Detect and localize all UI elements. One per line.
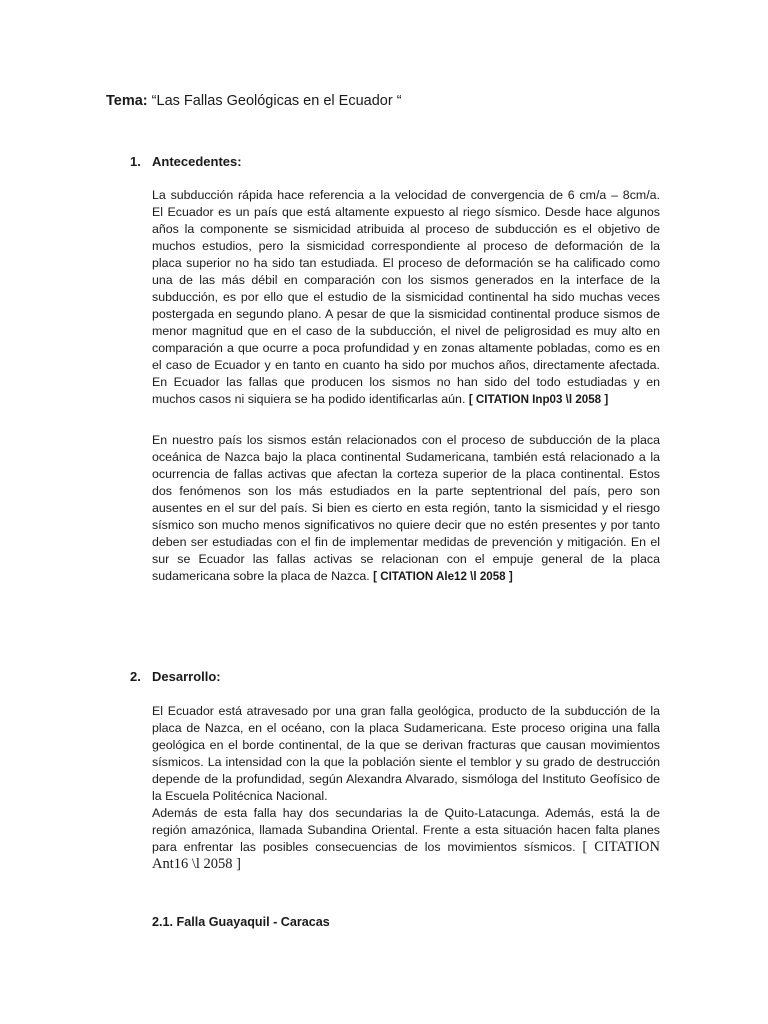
paragraph-desarrollo-1 xyxy=(152,703,660,805)
text-line: dos fenómenos son los más estudiados en la parte septentrional del país, pero son xyxy=(152,484,660,498)
citation-field: [ CITATION Ale12 \l 2058 ] xyxy=(373,570,513,583)
text-line: depende de la profundidad, según Alexandra Alvarado, sismóloga del Instituto Geofísico de xyxy=(152,772,660,786)
section-title: Desarrollo: xyxy=(152,669,221,684)
text-line: El Ecuador es un país que está altamente expuesto al riego sísmico. Desde hace algunos xyxy=(152,205,660,219)
line-text: sudamericana sobre la placa de Nazca. xyxy=(152,569,370,583)
section-number: 1. xyxy=(130,154,141,169)
text-line: Además de esta falla hay dos secundarias la de Quito-Latacunga. Además, está la de xyxy=(152,806,660,820)
text-line: una de las más débil en comparación con los sismos generados en la interface de la xyxy=(152,273,660,287)
topic-title: “Las Fallas Geológicas en el Ecuador “ xyxy=(151,93,402,109)
text-line: oceánica de Nazca bajo la placa continental Sudamericana, también está relacionado a la xyxy=(152,450,660,464)
text-line: deben ser estudiadas con el fin de implementar medidas de prevención y mitigación. En el xyxy=(152,535,660,549)
paragraph-antecedentes-1 xyxy=(152,187,660,408)
topic-label: Tema: xyxy=(106,93,148,109)
subsection-heading: 2.1. Falla Guayaquil - Caracas xyxy=(152,915,330,929)
text-line: muchos estudios, pero la sismicidad correspondiente al proceso de deformación de la xyxy=(152,239,660,253)
text-line: región amazónica, llamada Subandina Oriental. Frente a esta situación hacen falta planes xyxy=(152,823,660,837)
text-line: En Ecuador las fallas que producen los sismos no han sido del todo estudiadas y en xyxy=(152,375,660,389)
text-line: el caso de Ecuador y en tanto en cuanto ha sido por muchos años, directamente afectada. xyxy=(152,358,660,372)
text-line: años la componente se sismicidad atribuida al proceso de subducción es el objetivo de xyxy=(152,222,660,236)
citation-field: [ CITATION xyxy=(582,839,660,855)
paragraph-antecedentes-2 xyxy=(152,432,660,585)
section-heading-antecedentes xyxy=(130,154,242,169)
text-line: En nuestro país los sismos están relacionados con el proceso de subducción de la placa xyxy=(152,433,660,447)
text-line: ausentes en el sur del país. Si bien es cierto en esta región, tanto la sismicidad y el riesgo xyxy=(152,501,660,515)
text-line: menor magnitud que en el caso de la subducción, el nivel de peligrosidad es muy alto en xyxy=(152,324,660,338)
topic-heading xyxy=(106,93,402,109)
section-number: 2. xyxy=(130,669,141,684)
text-line xyxy=(152,391,660,408)
text-line: placa superior no ha sido tan estudiada. El proceso de deformación se ha calificado como xyxy=(152,256,660,270)
citation-field: [ CITATION Inp03 \l 2058 ] xyxy=(468,393,609,406)
text-line: El Ecuador está atravesado por una gran falla geológica, producto de la subducción de la xyxy=(152,704,660,718)
text-line: sísmicos. La intensidad con la que la población siente el temblor y su grado de destrucción xyxy=(152,755,660,769)
section-title: Antecedentes: xyxy=(152,154,242,169)
text-line: subducción, es por ello que el estudio de la sismicidad continental ha sido muchas veces xyxy=(152,290,660,304)
text-line: placa de Nazca, en el océano, con la placa Sudamericana. Este proceso origina una falla xyxy=(152,721,660,735)
text-line: comparación a que ocurre a poca profundidad y en zonas altamente pobladas, como es en xyxy=(152,341,660,355)
text-line xyxy=(152,568,660,585)
text-line: postergada en segundo plano. A pesar de que la sismicidad continental produce sismos de xyxy=(152,307,660,321)
paragraph-desarrollo-2 xyxy=(152,805,660,873)
text-line: La subducción rápida hace referencia a la velocidad de convergencia de 6 cm/a – 8cm/a. xyxy=(152,188,660,202)
line-text: la Escuela Politécnica Nacional. xyxy=(152,789,328,803)
text-line: ocurrencia de fallas activas que afectan la corteza superior de la placa continental. Estos xyxy=(152,467,660,481)
citation-field: Ant16 \l 2058 ] xyxy=(152,856,242,872)
text-line xyxy=(152,839,660,856)
text-line: geológica en el borde continental, de la que se derivan fracturas que causan movimientos xyxy=(152,738,660,752)
line-text: muchos casos ni siquiera se ha podido identificarlas aún. xyxy=(152,392,466,406)
line-text: para enfrentar las posibles consecuencias de los movimientos sísmicos. xyxy=(152,840,576,854)
section-heading-desarrollo xyxy=(130,669,221,684)
text-line xyxy=(152,788,660,805)
text-line: sísmico son mucho menos significativos no quiere decir que no estén presentes y por tanto xyxy=(152,518,660,532)
text-line: sur se Ecuador las fallas activas se relacionan con el empuje general de la placa xyxy=(152,552,660,566)
